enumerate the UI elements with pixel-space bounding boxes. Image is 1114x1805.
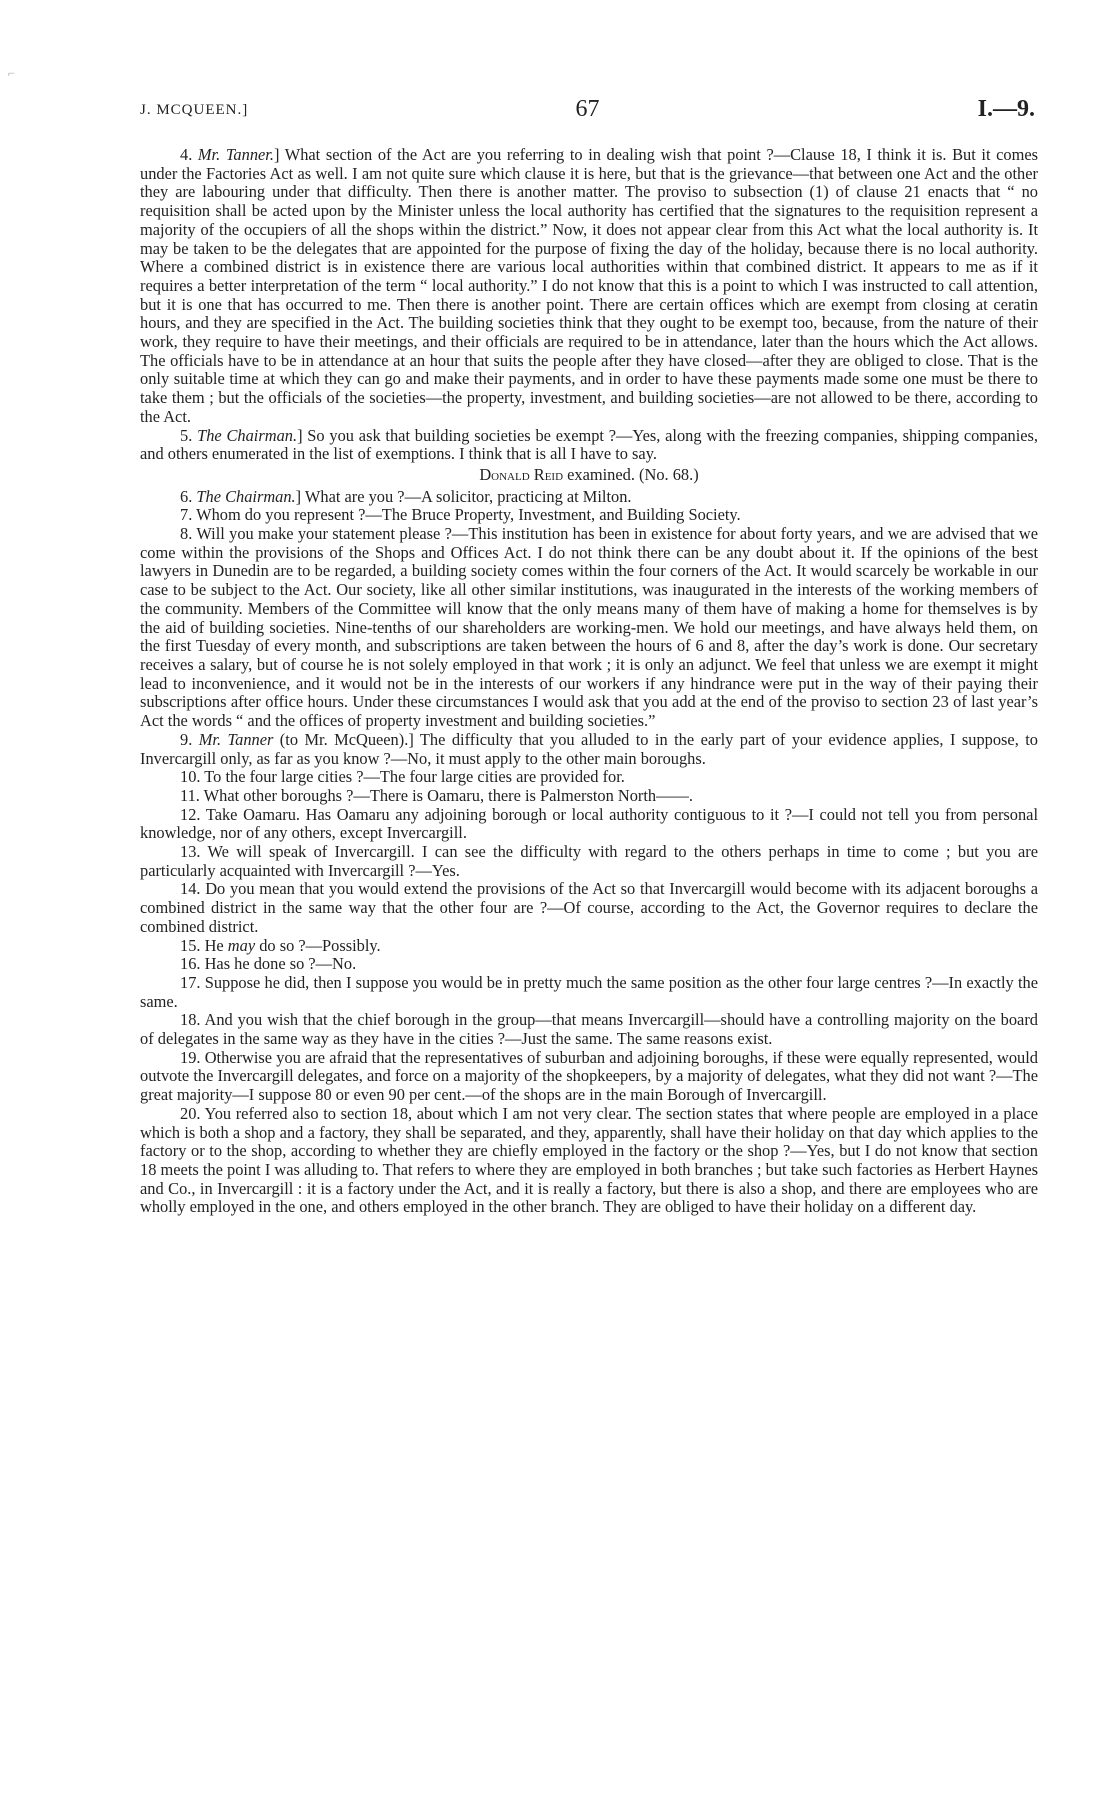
paragraph-6: 6. The Chairman.] What are you ?—A solicitor, practicing at Milton. bbox=[180, 486, 632, 506]
page-number: 67 bbox=[575, 96, 600, 122]
margin-mark: ⌐ bbox=[8, 66, 15, 80]
header-witness-name: J. MCQUEEN.] bbox=[140, 102, 249, 118]
paragraph-18: 18. And you wish that the chief borough in the group—that means Invercargill—should have a controlling majority on the board of delegates in the same way as they have in the cities ?—Just the same. The same reasons exist. bbox=[140, 1010, 1038, 1049]
paragraph-20: 20. You referred also to section 18, about which I am not very clear. The section states that where people are employed in a place which is both a shop and a factory, they shall be separated, and they, apparently, shall have their holiday on that day which applies to the factory or to the shop, according to whether they are chiefly employed in the factory or the shop ?—Yes, but I do not know that section 18 meets the point I was alluding to. That refers to where they are employed in both branches ; but take such factories as Herbert Haynes and Co., in Invercargill : it is a factory under the Act, and it is really a factory, but there is also a shop, and there are employees who are wholly employed in the one, and others employed in the other branch. They are obliged to have their holiday on a different day. bbox=[140, 1103, 1038, 1217]
paragraph-4: 4. Mr. Tanner.] What section of the Act are you referring to in dealing wish that point ?—Clause 18, I think it is. But it comes under the Factories Act as well. I am not quite sure which clause it is here, but that is the grievance—that between one Act and the other they are labouring under that difficulty. Then there is another matter. The proviso to subsection (1) of clause 21 enacts that “ no requisition shall be acted upon by the Minister unless the local authority has certified that the signatures to the requisition represent a majority of the occupiers of all the shops within the district.” Now, it does not appear clear from this Act what the local authority is. It may be taken to be the delegates that are appointed for the purpose of fixing the day of the holiday, because there is no local authority. Where a combined district is in existence there are various local authorities within that combined district. It appears to me as if it requires a better interpretation of the term “ local authority.” I do not know that this is a point to which I was instructed to call attention, but it is one that has occurred to me. Then there is another point. There are certain offices which are exempt from closing at ceratin hours, and they are specified in the Act. The building societies think that they ought to be exempt too, because, from the nature of their work, they require to have their meetings, and their officials are required to be in attendance, later than the hours which the Act allows. The officials have to be in attendance at an hour that suits the people after they have closed—after they are obliged to close. That is the only suitable time at which they can go and make their payments, and in order to have these payments made some one must be there to take them ; but the officials of the societies—the property, investment, and building societies—are not allowed to be there, according to the Act. bbox=[140, 145, 1038, 426]
paragraph-7: 7. Whom do you represent ?—The Bruce Property, Investment, and Building Society. bbox=[180, 505, 741, 525]
paragraph-9: 9. Mr. Tanner (to Mr. McQueen).] The difficulty that you alluded to in the early part of your evidence applies, I suppose, to Invercargill only, as far as you know ?—No, it must apply to the other main boroughs. bbox=[140, 729, 1038, 768]
paragraph-17: 17. Suppose he did, then I suppose you would be in pretty much the same position as the other four large centres ?—In exactly the same. bbox=[140, 972, 1038, 1011]
paragraph-11: 11. What other boroughs ?—There is Oamaru, there is Palmerston North——. bbox=[180, 785, 693, 805]
body-text bbox=[140, 146, 1038, 1217]
paragraph-14: 14. Do you mean that you would extend the provisions of the Act so that Invercargill would become with its adjacent boroughs a combined district in the same way that the other four are ?—Of course, according to the Act, the Governor requires to declare the combined district. bbox=[140, 879, 1038, 936]
witness-heading: Donald Reid examined. (No. 68.) bbox=[479, 464, 699, 484]
page-header bbox=[140, 96, 1035, 126]
paragraph-16: 16. Has he done so ?—No. bbox=[180, 954, 357, 974]
paragraph-8: 8. Will you make your statement please ?—This institution has been in existence for about forty years, and we are advised that we come within the provisions of the Shops and Offices Act. I do not think there can be any doubt about it. If the opinions of the best lawyers in Dunedin are to be regarded, a building society comes within the four corners of the Act. It would scarcely be workable in our case to be subject to the Act. Our society, like all other similar institutions, was inaugurated in the interests of the working members of the community. Members of the Committee will know that the only means many of them have of making a home for themselves is by the aid of building societies. Nine-tenths of our shareholders are working-men. We hold our meetings, and have always held them, on the first Tuesday of every month, and subscriptions are taken between the hours of 6 and 8, after the day’s work is done. Our secretary receives a salary, but of course he is not solely employed in that work ; it is only an adjunct. We feel that unless we are exempt it might lead to inconvenience, and it would not be in the interests of our workers if any hindrance were put in the way of their paying their subscriptions after office hours. Under these circumstances I would ask that you add at the end of the proviso to section 23 of last year’s Act the words “ and the offices of property investment and building societies.” bbox=[140, 524, 1038, 731]
paragraph-15: 15. He may do so ?—Possibly. bbox=[180, 935, 381, 955]
paragraph-5: 5. The Chairman.] So you ask that building societies be exempt ?—Yes, along with the freezing companies, shipping companies, and others enumerated in the list of exemptions. I think that is all I have to say. bbox=[140, 425, 1039, 464]
paragraph-13: 13. We will speak of Invercargill. I can see the difficulty with regard to the others perhaps in time to come ; but you are particularly acquainted with Invercargill ?—Yes. bbox=[140, 842, 1038, 880]
paragraph-19: 19. Otherwise you are afraid that the representatives of suburban and adjoining boroughs, if these were equally represented, would outvote the Invercargill delegates, and force on a majority of the shopkeepers, by a majority of delegates, what they did not want ?—The great majority—I suppose 80 or even 90 per cent.—of the shops are in the main Borough of Invercargill. bbox=[140, 1047, 1038, 1105]
paragraph-12: 12. Take Oamaru. Has Oamaru any adjoining borough or local authority contiguous to it ?—I could not tell you from personal knowledge, nor of any others, except Invercargill. bbox=[140, 804, 1038, 843]
paragraph-10: 10. To the four large cities ?—The four large cities are provided for. bbox=[180, 767, 625, 787]
document-reference: I.—9. bbox=[977, 96, 1035, 122]
